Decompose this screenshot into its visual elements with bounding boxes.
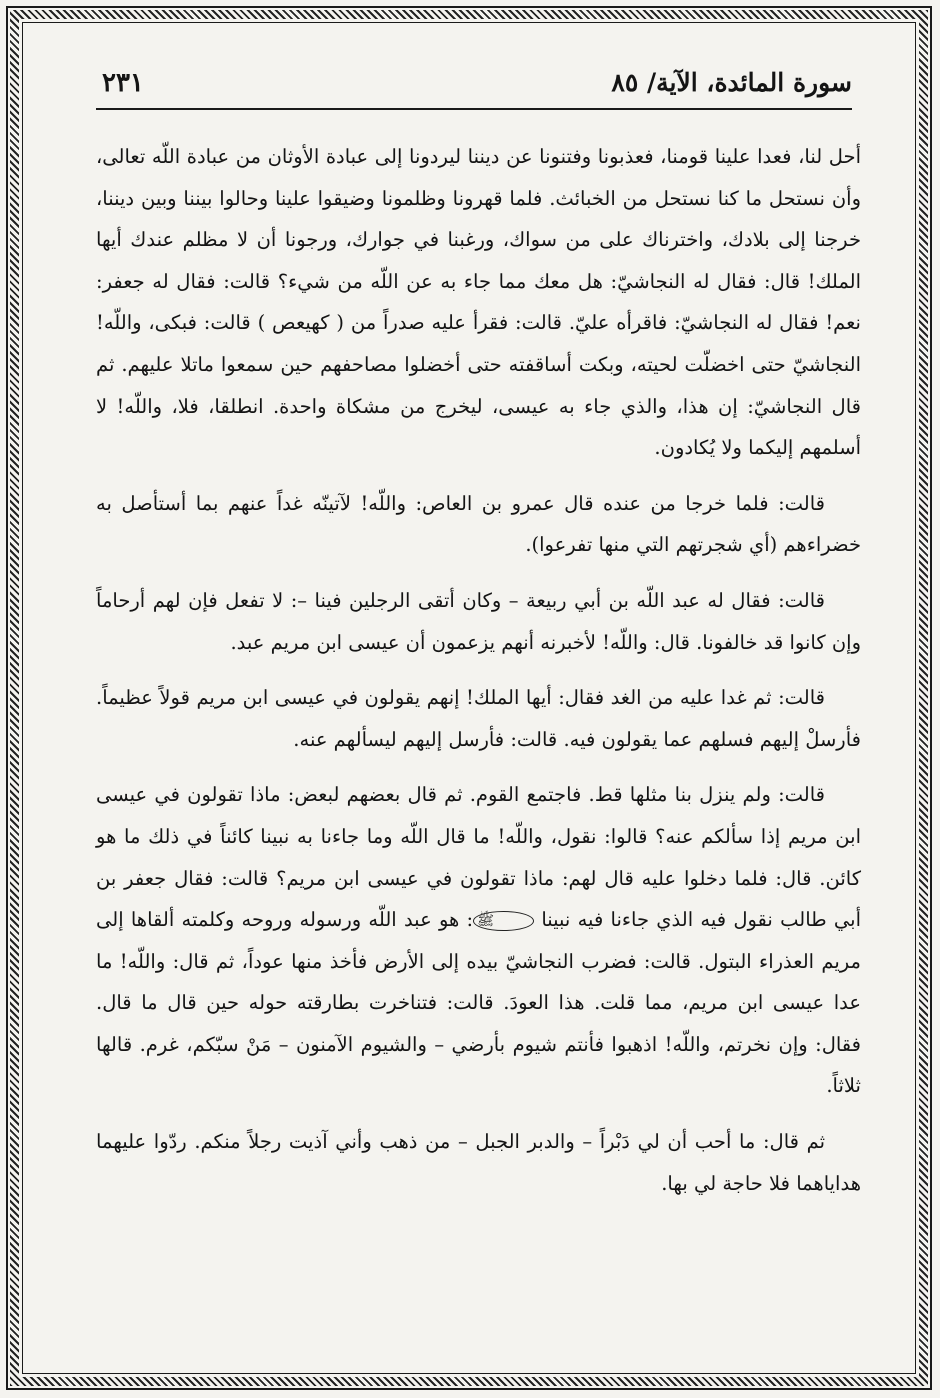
paragraph: قالت: فقال له عبد اللّه بن أبي ربيعة – وكان أتقى الرجلين فينا –: لا تفعل فإن لهم أرحاماً وإن كانوا قد خالفونا. قال: واللّه! لأخبرنه أنهم يزعمون أن عيسى ابن مريم عبد. — [96, 588, 861, 654]
page-number: ٢٣١ — [102, 68, 144, 98]
body-text — [96, 136, 861, 1218]
page-header — [96, 64, 852, 110]
paragraph: قالت: ثم غدا عليه من الغد فقال: أيها الملك! إنهم يقولون في عيسى ابن مريم قولاً عظيماً. فأرسلْ إليهم فسلهم عما يقولون فيه. قالت: فأرسل إليهم ليسألهم عنه. — [96, 686, 861, 751]
paragraph: قالت: فلما خرجا من عنده قال عمرو بن العاص: واللّه! لآتينّه غداً عنهم بما أستأصل به خضراءهم (أي شجرتهم التي منها تفرعوا). — [96, 491, 861, 557]
running-head: سورة المائدة، الآية/ ٨٥ — [611, 68, 852, 97]
paragraph — [96, 774, 861, 1107]
honorific-symbol: ﷺ — [473, 911, 534, 931]
paragraph-part: قالت: ولم ينزل بنا مثلها قط. فاجتمع القوم. ثم قال بعضهم لبعض: ماذا تقولون في عيسى ابن مريم إذا سألكم عنه؟ قالوا: نقول، واللّه! ما قال اللّه وما جاءنا به نبينا كائناً في ذلك ما هو كائن. قال: فلما دخلوا عليه قال لهم: ماذا تقولون في عيسى ابن مريم؟ قالت: فقال جعفر بن أبي طالب نقول فيه الذي جاءنا فيه نبينا — [96, 783, 862, 932]
paragraph: أحل لنا، فعدا علينا قومنا، فعذبونا وفتنونا عن ديننا ليردونا إلى عبادة الأوثان من عبادة اللّه تعالى، وأن نستحل ما كنا نستحل من الخبائث. فلما قهرونا وظلمونا وضيقوا علينا وحالوا بيننا وبين ديننا، خرجنا إلى بلادك، واخترناك على من سواك، ورغبنا في جوارك، ورجونا أن لا مظلم عندك أيها الملك! قال: فقال له النجاشيّ: هل معك مما جاء به عن اللّه من شيء؟ قالت: فقال له جعفر: نعم! فقال له النجاشيّ: فاقرأه عليّ. قالت: فقرأ عليه صدراً من ( كهيعص ) قالت: فبكى، واللّه! النجاشيّ حتى اخضلّت لحيته، وبكت أساقفته حتى أخضلوا مصاحفهم حين سمعوا ماتلا عليهم. ثم قال النجاشيّ: إن هذا، والذي جاء به عيسى، ليخرج من مشكاة واحدة. انطلقا، فلا، واللّه! لا أسلمهم إليكما ولا يُكادون. — [96, 145, 861, 460]
paragraph: ثم قال: ما أحب أن لي دَبْراً – والدبر الجبل – من ذهب وأني آذيت رجلاً منكم. ردّوا عليهما هداياهما فلا حاجة لي بها. — [96, 1130, 861, 1195]
paragraph-part: : هو عبد اللّه ورسوله وروحه وكلمته ألقاها إلى مريم العذراء البتول. قالت: فضرب النجاشيّ بيده إلى الأرض فأخذ منها عوداً، ثم قال: واللّه! ما عدا عيسى ابن مريم، مما قلت. هذا العودَ. قالت: فتناخرت بطارقته حوله حين قال ما قال. فقال: وإن نخرتم، واللّه! اذهبوا فأنتم شيوم بأرضي – والشيوم الآمنون – مَنْ سبّكم، غرم. قالها ثلاثاً. — [96, 908, 861, 1098]
